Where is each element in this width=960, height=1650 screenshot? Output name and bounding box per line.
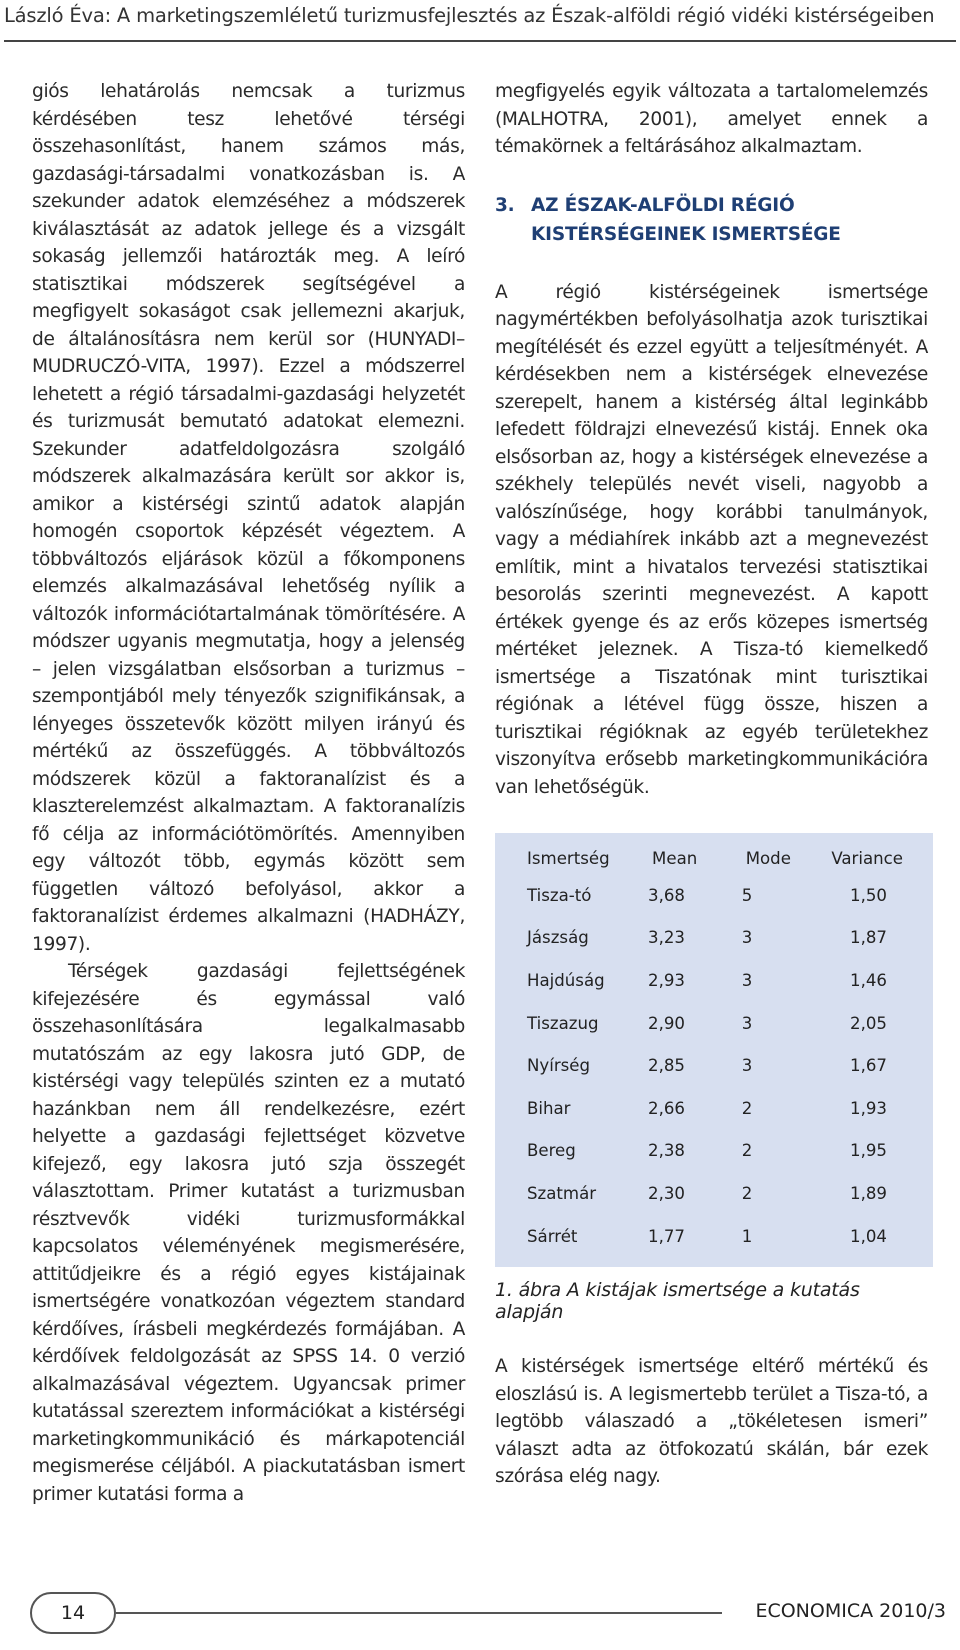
table-row: [495, 917, 933, 960]
table-cell: 1,67: [850, 1056, 887, 1076]
table-cell: 1,93: [850, 1098, 887, 1118]
header-cell: Variance: [831, 849, 903, 868]
table-cell: 2,93: [648, 970, 685, 990]
left-column: [32, 78, 465, 1508]
recognition-table-box: [495, 833, 933, 1267]
table-cell: 2,66: [648, 1098, 685, 1118]
body-paragraph: A régió kistérségeinek ismertsége nagymértékben befolyásolhatja azok turisztikai megítélését és ezzel együtt a teljesítményét. A kérdésekben nem a kistérségek elnevezése szerepelt, hanem a kistérség által leginkább lefedett földrajzi elnevezésű kistáj. Ennek oka elsősorban az, hogy a kistérségek elnevezése a székhely település nevét viseli, nagyobb a valószínűsége, hogy korábbi tanulmányok, vagy a médiahírek inkább azt a megnevezést említik, mint a hivatalos tervezési statisztikai besorolás szerinti megnevezést. A kapott értékek gyenge és az erős közepes ismertség mértéket jeleznek. A Tisza-tó kiemelkedő ismertsége a Tiszatónak mint turisztikai régiónak a létével függ össze, hiszen a turisztikai régióknak az egyéb területekhez viszonyítva erősebb marketingkommunikációra van lehetőségük.: [495, 281, 928, 798]
right-column: [495, 78, 928, 1491]
journal-issue: ECONOMICA 2010/3: [755, 1600, 946, 1622]
table-cell: 2,05: [850, 1013, 887, 1033]
table-cell: 3: [741, 1013, 753, 1033]
header-cell: Mode: [745, 849, 791, 868]
table-cell: Szatmár: [527, 1183, 597, 1203]
table-cell: 2,30: [648, 1183, 685, 1203]
table-cell: Tisza-tó: [527, 885, 592, 905]
table-row: [495, 1002, 933, 1045]
table-row: [495, 1087, 933, 1130]
section-title: AZ ÉSZAK-ALFÖLDI RÉGIÓ KISTÉRSÉGEINEK ISMERTSÉGE: [531, 194, 841, 245]
table-cell: 5: [741, 885, 753, 905]
table-cell: 1,89: [850, 1183, 887, 1203]
running-header: [4, 0, 956, 42]
table-cell: 2: [741, 1141, 753, 1161]
body-paragraph: giós lehatárolás nemcsak a turizmus kérdésében tesz lehetővé térségi összehasonlítást, hanem számos más, gazdasági-társadalmi vonatkozásban is. A szekunder adatok elemzéséhez a módszerek kiválasztását az adatok jellege és a vizsgált sokaság jellemzői határozták meg. A leíró statisztikai módszerek segítségével a megfigyelt sokaságot csak jellemezni akarjuk, de általánosításra nem kerül sor (HUNYADI–MUDRUCZÓ-VITA, 1997). Ezzel a módszerrel lehetett a régió társadalmi-gazdasági helyzetét és turizmusát bemutató adatokat elemezni. Szekunder adatfeldolgozásra szolgáló módszerek alkalmazására került sor akkor is, amikor a kistérségi szintű adatok alapján homogén csoportok képzését végeztem. A többváltozós eljárások közül a főkomponens elemzés alkalmazásával lehetőség nyílik a változók információtartalmának tömörítésére. A módszer ugyanis megmutatja, hogy a jelenség – jelen vizsgálatban elsősorban a turizmus – szempontjából mely tényezők szignifikánsak, a lényeges összetevők között milyen irányú és mértékű az összefüggés. A többváltozós módszerek közül a faktoranalízist és a klaszterelemzést alkalmaztam. A faktoranalízis fő célja az információtömörítés. Amennyiben egy változót több, egymás között sem független változó befolyásol, akkor a faktoranalízist érdemes alkalmazni (HADHÁZY, 1997).: [32, 81, 465, 955]
table-cell: 3,68: [648, 885, 685, 905]
header-cell: Mean: [652, 849, 698, 868]
section-heading: [495, 191, 928, 249]
running-title: László Éva: A marketingszemléletű turizmusfejlesztés az Észak-alföldi régió vidéki kistérségeiben: [4, 4, 935, 27]
table-row: [495, 1130, 933, 1173]
table-cell: Hajdúság: [527, 970, 605, 990]
table-row: [495, 1044, 933, 1087]
table-cell: 1,04: [850, 1226, 887, 1246]
closing-paragraph: A kistérségek ismertsége eltérő mértékű és eloszlású is. A legismertebb terület a Tisza-tó, a legtöbb válaszadó a „tökéletesen ismeri” választ adta az ötfokozatú skálán, bár ezek szórása elég nagy.: [495, 1356, 928, 1488]
table-row: [495, 1215, 933, 1258]
page-number: 14: [30, 1592, 116, 1634]
table-cell: Jászság: [527, 928, 589, 948]
table-cell: 2: [741, 1098, 753, 1118]
table-cell: 1,95: [850, 1141, 887, 1161]
table-row: [495, 1172, 933, 1215]
table-cell: 2,85: [648, 1056, 685, 1076]
table-cell: Tiszazug: [527, 1013, 599, 1033]
header-cell: Ismertség: [527, 849, 610, 868]
table-cell: Sárrét: [527, 1226, 578, 1246]
table-cell: 1: [741, 1226, 753, 1246]
table-cell: Bereg: [527, 1141, 576, 1161]
table-cell: 2,38: [648, 1141, 685, 1161]
table-cell: 2,90: [648, 1013, 685, 1033]
table-cell: 3: [741, 1056, 753, 1076]
table-cell: 1,50: [850, 885, 887, 905]
table-cell: Bihar: [527, 1098, 571, 1118]
intro-paragraph: megfigyelés egyik változata a tartalomelemzés (MALHOTRA, 2001), amelyet ennek a témakörnek a feltárásához alkalmaztam.: [495, 81, 928, 157]
table-cell: 3,23: [648, 928, 685, 948]
section-number: 3.: [495, 194, 515, 216]
figure-caption: 1. ábra A kistájak ismertsége a kutatás alapján: [495, 1279, 860, 1324]
table-cell: 3: [741, 970, 753, 990]
table-header-row: [495, 843, 933, 874]
table-cell: 1,46: [850, 970, 887, 990]
table-cell: 2: [741, 1183, 753, 1203]
table-cell: 1,77: [648, 1226, 685, 1246]
body-paragraph: Térségek gazdasági fejlettségének kifejezésére és egymással való összehasonlítására legalkalmasabb mutatószám az egy lakosra jutó GDP, de kistérségi vagy település szinten ez a mutató hazánkban nem áll rendelkezésre, ezért helyette a gazdasági fejlettséget közvetve kifejező, egy lakosra jutó szja összegét választottam. Primer kutatást a turizmusban résztvevők vidéki turizmusformákkal kapcsolatos véleményének megismerésére, attitűdjeikre és a régió egyes kistájainak ismertségére vonatkozóan végeztem standard kérdőíves, írásbeli megkérdezés formájában. A kérdőívek feldolgozását az SPSS 14. 0 verzió alkalmazásával végeztem. Ugyancsak primer kutatással szereztem információkat a kistérségi marketingkommunikáció és márkapotenciál megismerése céljából. A piackutatásban ismert primer kutatási forma a: [32, 961, 465, 1505]
table-cell: 3: [741, 928, 753, 948]
footer-divider: [116, 1612, 722, 1614]
table-cell: 1,87: [850, 928, 887, 948]
table-row: [495, 959, 933, 1002]
table-cell: Nyírség: [527, 1056, 591, 1076]
table-row: [495, 874, 933, 917]
recognition-table: [495, 843, 933, 1257]
